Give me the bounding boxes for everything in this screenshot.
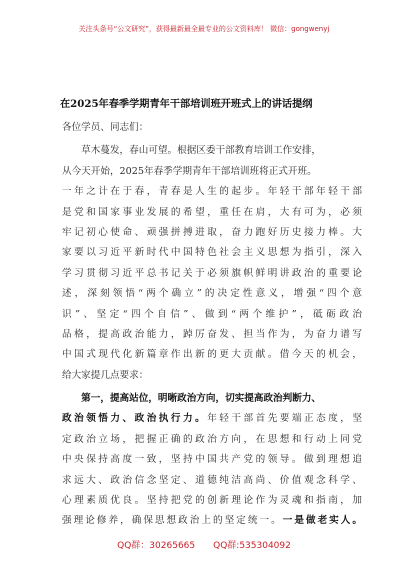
section-heading-text: 第一，提高站位，明晰政治方向，切实提高政治判断力、 bbox=[62, 393, 322, 405]
paragraph-line: 学习贯彻习近平总书记关于必须旗帜鲜明讲政治的重要论 bbox=[62, 267, 362, 279]
section-one bbox=[62, 389, 362, 532]
paragraph-line: 识”、坚定“四个自信”、做到“两个维护”，砥砺政治 bbox=[62, 308, 362, 320]
footer-qq-groups: QQ群：30265665 QQ群:535304092 bbox=[117, 541, 291, 551]
paragraph-line: 述，深刻领悟“两个确立”的决定性意义，增强“四个意 bbox=[62, 288, 362, 300]
section-line bbox=[62, 491, 362, 511]
paragraph-line: 是党和国家事业发展的希望，重任在肩，大有可为，必须 bbox=[62, 206, 362, 218]
section-line bbox=[62, 511, 362, 531]
section-line bbox=[62, 409, 362, 429]
paragraph-line: 一年之计在于春，青春是人生的起步。年轻干部年轻干部 bbox=[62, 186, 362, 198]
header-banner: 关注头条号“公文研究”，获得最新最全最专业的公文资料库！ 微信：gongwenyj bbox=[78, 25, 330, 33]
section-line bbox=[62, 389, 362, 409]
paragraph-line: 从今天开始，2025年春季学期青年干部培训班将正式开班。 bbox=[62, 165, 317, 177]
paragraph-line: 牢记初心使命、顽强拼搏进取，奋力跑好历史接力棒。大 bbox=[62, 226, 362, 238]
section-line bbox=[62, 471, 362, 491]
paragraph-line: 草木蔓发，春山可望。根据区委干部教育培训工作安排， bbox=[62, 145, 322, 157]
section-body-text: 心理素质优良。坚持把党的创新理论作为灵魂和指南，加 bbox=[62, 495, 362, 507]
section-body-text: 强理论修养，确保思想政治上的坚定统一。 bbox=[62, 515, 283, 527]
section-body-text: 求远大、政治信念坚定、道德纯洁高尚、价值观念科学、 bbox=[62, 474, 362, 486]
section-line bbox=[62, 450, 362, 470]
paragraph-line: 家要以习近平新时代中国特色社会主义思想为指引，深入 bbox=[62, 247, 362, 259]
section-body-text: 定政治立场，把握正确的政治方向，在思想和行动上同党 bbox=[62, 433, 362, 445]
section-line bbox=[62, 430, 362, 450]
paragraph-line: 给大家提几点要求： bbox=[62, 369, 149, 381]
section-subheading-text: 一是做老实人。 bbox=[282, 515, 363, 527]
section-heading-text: 政治领悟力、政治执行力。 bbox=[62, 413, 208, 425]
document-title: 在2025年春季学期青年干部培训班开班式上的讲话提纲 bbox=[60, 98, 313, 110]
paragraph-line: 中国式现代化新篇章作出新的更大贡献。借今天的机会， bbox=[62, 349, 362, 361]
document-body bbox=[62, 118, 362, 532]
paragraph-line: 品格，提高政治能力，踔厉奋发、担当作为，为奋力谱写 bbox=[62, 328, 362, 340]
section-body-text: 年轻干部首先要端正态度，坚 bbox=[207, 413, 362, 425]
section-body-text: 中央保持高度一致，坚持中国共产党的领导。做到理想追 bbox=[62, 454, 362, 466]
paragraph-line: 各位学员、同志们： bbox=[62, 122, 149, 133]
